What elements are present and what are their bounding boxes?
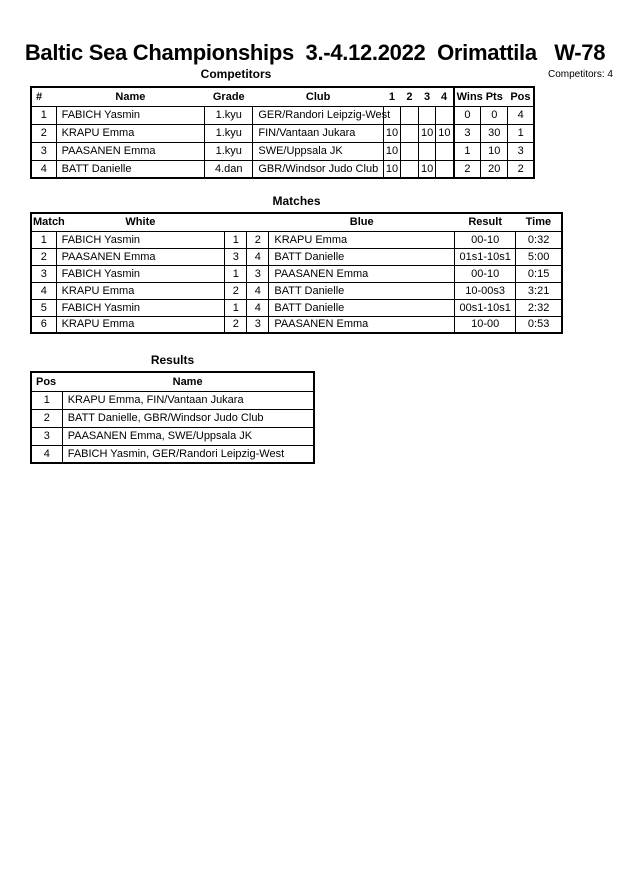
col-round-4: 4 xyxy=(436,87,454,106)
competitors-header-row xyxy=(31,87,534,106)
result-row xyxy=(31,427,314,445)
result-position: 1 xyxy=(31,391,62,409)
col-club: Club xyxy=(253,87,384,106)
blue-competitor-number: 4 xyxy=(247,282,269,299)
white-competitor-number: 1 xyxy=(225,299,247,316)
competitor-row xyxy=(31,106,534,124)
competitors-table xyxy=(30,86,535,179)
match-result: 10-00 xyxy=(455,316,516,333)
match-number: 3 xyxy=(31,265,56,282)
result-competitor: BATT Danielle, GBR/Windsor Judo Club xyxy=(62,409,314,427)
result-row xyxy=(31,391,314,409)
col-result-name: Name xyxy=(62,372,314,391)
blue-competitor-name: PAASANEN Emma xyxy=(269,265,455,282)
competitor-name: FABICH Yasmin xyxy=(56,106,205,124)
col-round-2: 2 xyxy=(400,87,418,106)
match-time: 0:15 xyxy=(516,265,562,282)
match-time: 0:32 xyxy=(516,231,562,248)
match-row xyxy=(31,316,562,333)
results-header-row xyxy=(31,372,314,391)
competitor-wins: 1 xyxy=(454,142,481,160)
result-competitor: KRAPU Emma, FIN/Vantaan Jukara xyxy=(62,391,314,409)
match-time: 2:32 xyxy=(516,299,562,316)
competitor-score-2 xyxy=(400,160,418,178)
competitor-row xyxy=(31,142,534,160)
match-number: 1 xyxy=(31,231,56,248)
blue-competitor-number: 4 xyxy=(247,248,269,265)
competitor-score-2 xyxy=(400,106,418,124)
match-time: 0:53 xyxy=(516,316,562,333)
competitor-club: GER/Randori Leipzig-West xyxy=(253,106,384,124)
competitor-score-2 xyxy=(400,124,418,142)
white-competitor-name: KRAPU Emma xyxy=(56,316,225,333)
competitors-count: Competitors: 4 xyxy=(547,69,613,80)
col-white-number xyxy=(225,213,247,231)
competitor-score-4: 10 xyxy=(436,124,454,142)
competitor-pts: 0 xyxy=(481,106,508,124)
white-competitor-number: 1 xyxy=(225,265,247,282)
match-result: 10-00s3 xyxy=(455,282,516,299)
col-wins: Wins xyxy=(454,87,481,106)
col-round-3: 3 xyxy=(419,87,436,106)
competitor-pos: 3 xyxy=(508,142,534,160)
page-title: Baltic Sea Championships 3.-4.12.2022 Orimattila W-78 xyxy=(24,40,606,65)
competitor-number: 4 xyxy=(31,160,56,178)
col-result: Result xyxy=(455,213,516,231)
col-match: Match xyxy=(31,213,56,231)
match-row xyxy=(31,282,562,299)
col-pts: Pts xyxy=(481,87,508,106)
competitor-club: SWE/Uppsala JK xyxy=(253,142,384,160)
match-result: 00-10 xyxy=(455,231,516,248)
competitor-score-4 xyxy=(436,106,454,124)
white-competitor-name: FABICH Yasmin xyxy=(56,265,225,282)
competitor-pos: 4 xyxy=(508,106,534,124)
competitor-score-2 xyxy=(400,142,418,160)
result-competitor: PAASANEN Emma, SWE/Uppsala JK xyxy=(62,427,314,445)
competitor-number: 2 xyxy=(31,124,56,142)
competitor-name: BATT Danielle xyxy=(56,160,205,178)
col-time: Time xyxy=(516,213,562,231)
result-row xyxy=(31,445,314,463)
col-white: White xyxy=(56,213,225,231)
match-row xyxy=(31,248,562,265)
competitor-score-4 xyxy=(436,142,454,160)
blue-competitor-name: BATT Danielle xyxy=(269,248,455,265)
competitor-wins: 3 xyxy=(454,124,481,142)
competitor-row xyxy=(31,124,534,142)
match-number: 4 xyxy=(31,282,56,299)
col-blue-number xyxy=(247,213,269,231)
white-competitor-number: 3 xyxy=(225,248,247,265)
col-round-1: 1 xyxy=(383,87,400,106)
competitor-name: PAASANEN Emma xyxy=(56,142,205,160)
match-row xyxy=(31,231,562,248)
col-pos: Pos xyxy=(508,87,534,106)
competitor-wins: 2 xyxy=(454,160,481,178)
competitor-number: 3 xyxy=(31,142,56,160)
white-competitor-name: FABICH Yasmin xyxy=(56,299,225,316)
results-heading: Results xyxy=(150,353,195,367)
blue-competitor-number: 2 xyxy=(247,231,269,248)
competitor-pos: 2 xyxy=(508,160,534,178)
match-row xyxy=(31,299,562,316)
competitor-score-1: 10 xyxy=(383,160,400,178)
result-position: 2 xyxy=(31,409,62,427)
competitor-pts: 10 xyxy=(481,142,508,160)
competitor-score-3: 10 xyxy=(419,160,436,178)
blue-competitor-name: KRAPU Emma xyxy=(269,231,455,248)
competitors-heading: Competitors xyxy=(200,67,272,81)
competitor-grade: 1.kyu xyxy=(205,142,253,160)
competitor-grade: 1.kyu xyxy=(205,106,253,124)
result-competitor: FABICH Yasmin, GER/Randori Leipzig-West xyxy=(62,445,314,463)
competitor-grade: 1.kyu xyxy=(205,124,253,142)
match-result: 01s1-10s1 xyxy=(455,248,516,265)
competitor-score-3: 10 xyxy=(419,124,436,142)
competitor-wins: 0 xyxy=(454,106,481,124)
competitor-name: KRAPU Emma xyxy=(56,124,205,142)
competitor-grade: 4.dan xyxy=(205,160,253,178)
competitor-row xyxy=(31,160,534,178)
blue-competitor-number: 4 xyxy=(247,299,269,316)
result-position: 4 xyxy=(31,445,62,463)
competitor-score-4 xyxy=(436,160,454,178)
match-time: 5:00 xyxy=(516,248,562,265)
competitor-club: FIN/Vantaan Jukara xyxy=(253,124,384,142)
results-table xyxy=(30,371,315,464)
blue-competitor-name: PAASANEN Emma xyxy=(269,316,455,333)
match-number: 2 xyxy=(31,248,56,265)
blue-competitor-name: BATT Danielle xyxy=(269,282,455,299)
white-competitor-name: FABICH Yasmin xyxy=(56,231,225,248)
match-time: 3:21 xyxy=(516,282,562,299)
col-grade: Grade xyxy=(205,87,253,106)
match-result: 00-10 xyxy=(455,265,516,282)
result-position: 3 xyxy=(31,427,62,445)
matches-table xyxy=(30,212,563,334)
col-blue: Blue xyxy=(269,213,455,231)
competitor-pts: 20 xyxy=(481,160,508,178)
competitor-pos: 1 xyxy=(508,124,534,142)
white-competitor-name: PAASANEN Emma xyxy=(56,248,225,265)
match-number: 5 xyxy=(31,299,56,316)
white-competitor-name: KRAPU Emma xyxy=(56,282,225,299)
white-competitor-number: 2 xyxy=(225,282,247,299)
competitor-score-1: 10 xyxy=(383,142,400,160)
col-result-pos: Pos xyxy=(31,372,62,391)
col-number: # xyxy=(31,87,56,106)
competitor-number: 1 xyxy=(31,106,56,124)
blue-competitor-number: 3 xyxy=(247,265,269,282)
match-result: 00s1-10s1 xyxy=(455,299,516,316)
result-row xyxy=(31,409,314,427)
competitor-club: GBR/Windsor Judo Club xyxy=(253,160,384,178)
white-competitor-number: 2 xyxy=(225,316,247,333)
competitor-pts: 30 xyxy=(481,124,508,142)
matches-heading: Matches xyxy=(272,194,321,208)
competitor-score-1: 10 xyxy=(383,124,400,142)
blue-competitor-number: 3 xyxy=(247,316,269,333)
col-name: Name xyxy=(56,87,205,106)
match-number: 6 xyxy=(31,316,56,333)
match-row xyxy=(31,265,562,282)
blue-competitor-name: BATT Danielle xyxy=(269,299,455,316)
competitor-score-3 xyxy=(419,142,436,160)
competitor-score-3 xyxy=(419,106,436,124)
white-competitor-number: 1 xyxy=(225,231,247,248)
matches-header-row xyxy=(31,213,562,231)
